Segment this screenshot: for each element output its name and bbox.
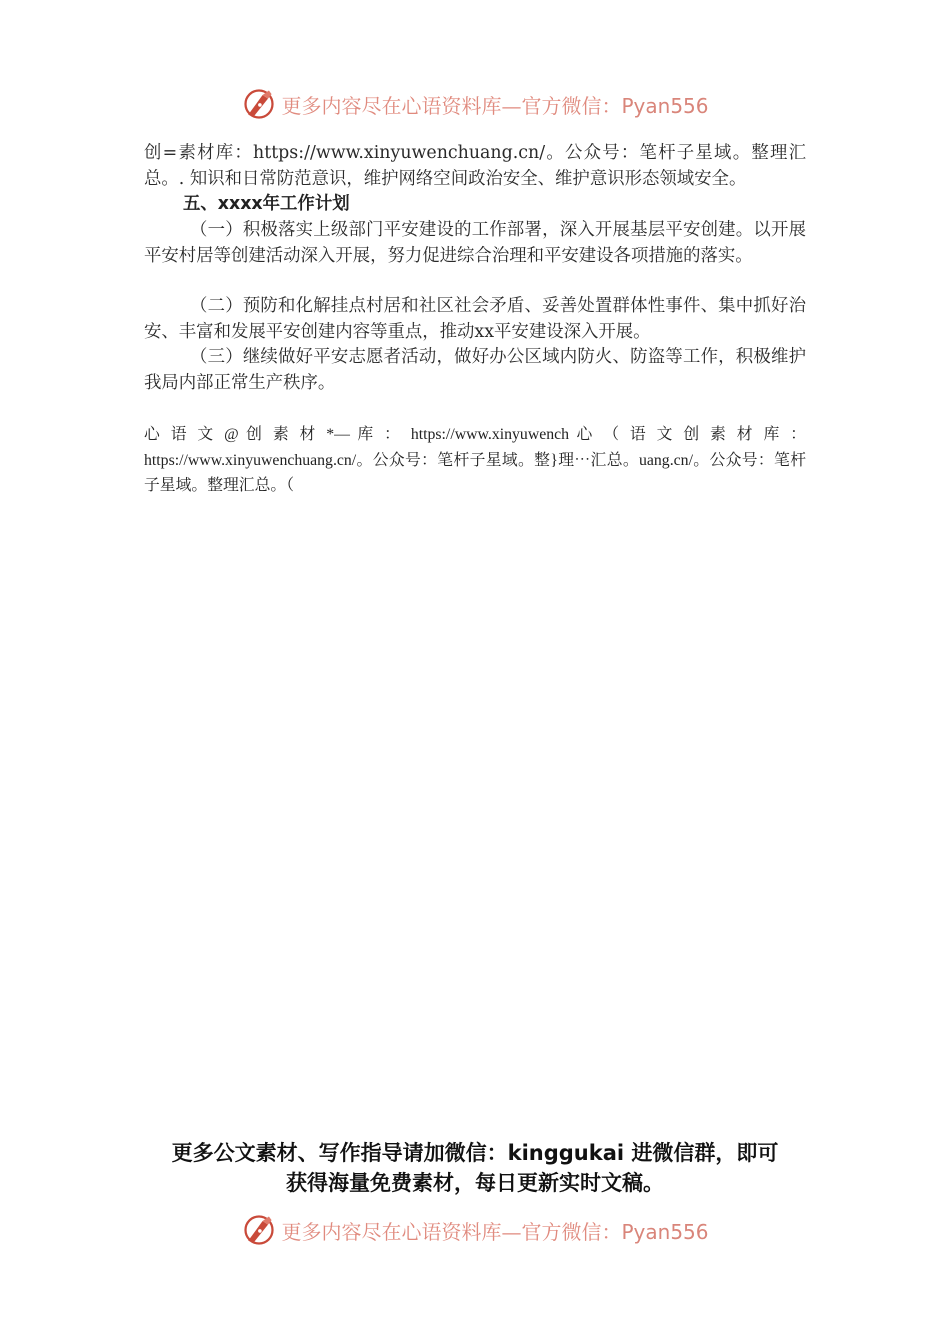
plan-item-3: （三）继续做好平安志愿者活动，做好办公区域内防火、防盗等工作，积极维护我局内部正常生产秩序。	[144, 347, 806, 393]
pen-nib-logo-icon	[241, 1212, 277, 1248]
banner-text	[281, 1216, 708, 1245]
section-heading: 五、xxxx年工作计划	[183, 194, 350, 214]
banner-account: Pyan556	[621, 93, 709, 118]
promo-line-1: 更多公文素材、写作指导请加微信：kinggukai 进微信群，即可	[171, 1141, 779, 1165]
promo-line-2: 获得海量免费素材，每日更新实时文稿。	[286, 1171, 664, 1195]
banner-caption: 更多内容尽在心语资料库—官方微信：	[281, 1219, 622, 1244]
header-banner	[0, 82, 950, 126]
banner-account: Pyan556	[621, 1219, 709, 1244]
intro-paragraph: 创=素材库：https://www.xinyuwenchuang.cn/。公众号：笔杆子星域。整理汇总。. 知识和日常防范意识，维护网络空间政治安全、维护意识形态领域安全。	[144, 143, 806, 189]
footer-banner	[0, 1208, 950, 1252]
plan-item-1: （一）积极落实上级部门平安建设的工作部署，深入开展基层平安创建。以开展平安村居等创建活动深入开展，努力促进综合治理和平安建设各项措施的落实。	[144, 220, 806, 266]
promo-text	[0, 1138, 950, 1198]
source-note: 心 语 文 @ 创 素 材 *— 库 ： https://www.xinyuwench 心 （ 语 文 创 素 材 库 ： https://www.xinyuwenchuang.cn/。公众号：笔杆子星域。整}理⋯汇总。uang.cn/。公众号：笔杆子星域。整理汇总。（	[144, 426, 806, 494]
plan-item-2: （二）预防和化解挂点村居和社区社会矛盾、妥善处置群体性事件、集中抓好治安、丰富和发展平安创建内容等重点，推动xx平安建设深入开展。	[144, 296, 806, 342]
banner-caption: 更多内容尽在心语资料库—官方微信：	[281, 93, 622, 118]
pen-nib-logo-icon	[241, 86, 277, 122]
banner-text	[281, 90, 708, 119]
